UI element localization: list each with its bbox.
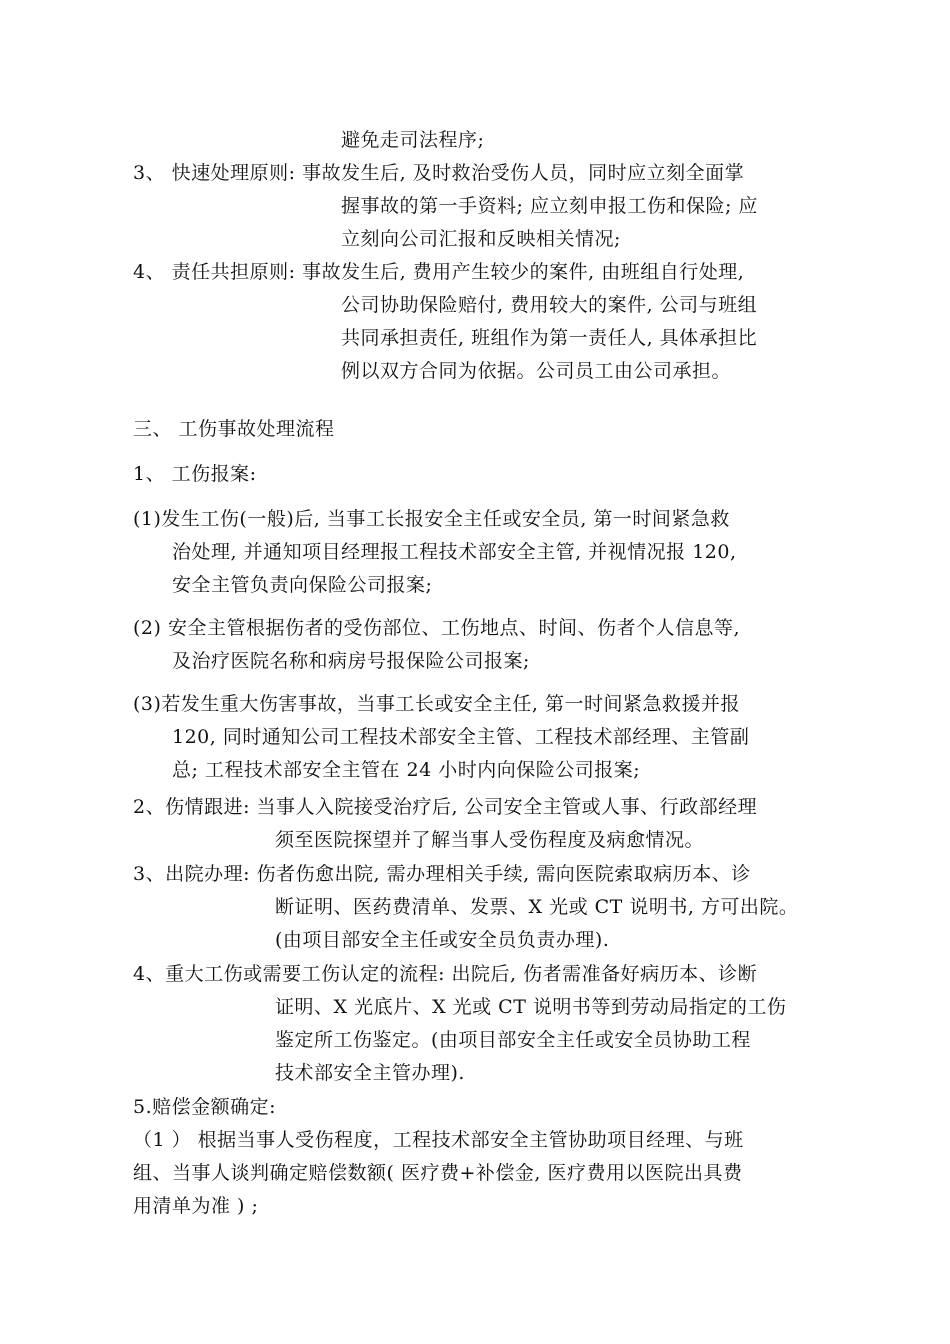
text-line: 公司协助保险赔付, 费用较大的案件, 公司与班组 xyxy=(341,294,758,316)
text-line: 须至医院探望并了解当事人受伤程度及病愈情况。 xyxy=(275,829,705,851)
section-heading: 三、 工伤事故处理流程 xyxy=(133,418,335,440)
text-line: 120, 同时通知公司工程技术部安全主管、工程技术部经理、主管副 xyxy=(172,726,750,748)
text-line: 3、 快速处理原则: 事故发生后, 及时救治受伤人员，同时应立刻全面掌 xyxy=(133,162,745,184)
text-line: 及治疗医院名称和病房号报保险公司报案; xyxy=(172,650,530,672)
text-line: 立刻向公司汇报和反映相关情况; xyxy=(341,228,621,250)
text-line: 技术部安全主管办理). xyxy=(275,1062,465,1084)
text-line: 握事故的第一手资料; 应立刻申报工伤和保险; 应 xyxy=(341,195,758,217)
text-line: 总; 工程技术部安全主管在 24 小时内向保险公司报案; xyxy=(172,759,641,781)
text-line: 鉴定所工伤鉴定。(由项目部安全主任或安全员协助工程 xyxy=(275,1029,751,1051)
text-line: (3)若发生重大伤害事故，当事工长或安全主任, 第一时间紧急救援并报 xyxy=(133,693,740,715)
subsection-heading: 1、 工伤报案: xyxy=(133,463,257,485)
text-line: 组、当事人谈判确定赔偿数额( 医疗费+补偿金, 医疗费用以医院出具费 xyxy=(133,1162,743,1184)
text-line: （1 ） 根据当事人受伤程度，工程技术部安全主管协助项目经理、与班 xyxy=(133,1129,744,1151)
text-line: (由项目部安全主任或安全员负责办理). xyxy=(275,929,610,951)
text-line: (2) 安全主管根据伤者的受伤部位、工伤地点、时间、伤者个人信息等, xyxy=(133,617,740,639)
text-line: 4、重大工伤或需要工伤认定的流程: 出院后, 伤者需准备好病历本、诊断 xyxy=(133,963,758,985)
text-line: 断证明、医药费清单、发票、X 光或 CT 说明书, 方可出院。 xyxy=(275,896,799,918)
subsection-heading: 5.赔偿金额确定: xyxy=(133,1096,277,1118)
text-line: (1)发生工伤(一般)后, 当事工长报安全主任或安全员, 第一时间紧急救 xyxy=(133,508,730,530)
text-line: 证明、X 光底片、X 光或 CT 说明书等到劳动局指定的工伤 xyxy=(275,996,787,1018)
text-line: 共同承担责任, 班组作为第一责任人, 具体承担比 xyxy=(341,327,758,349)
text-line: 例以双方合同为依据。公司员工由公司承担。 xyxy=(341,360,732,382)
text-line: 避免走司法程序; xyxy=(341,129,485,151)
text-line: 3、出院办理: 伤者伤愈出院, 需办理相关手续, 需向医院索取病历本、诊 xyxy=(133,863,751,885)
text-line: 安全主管负责向保险公司报案; xyxy=(172,574,433,596)
text-line: 2、伤情跟进: 当事人入院接受治疗后, 公司安全主管或人事、行政部经理 xyxy=(133,796,758,818)
text-line: 治处理, 并通知项目经理报工程技术部安全主管, 并视情况报 120, xyxy=(172,541,737,563)
text-line: 用清单为准 ) ; xyxy=(133,1195,259,1217)
text-line: 4、 责任共担原则: 事故发生后, 费用产生较少的案件, 由班组自行处理, xyxy=(133,261,745,283)
